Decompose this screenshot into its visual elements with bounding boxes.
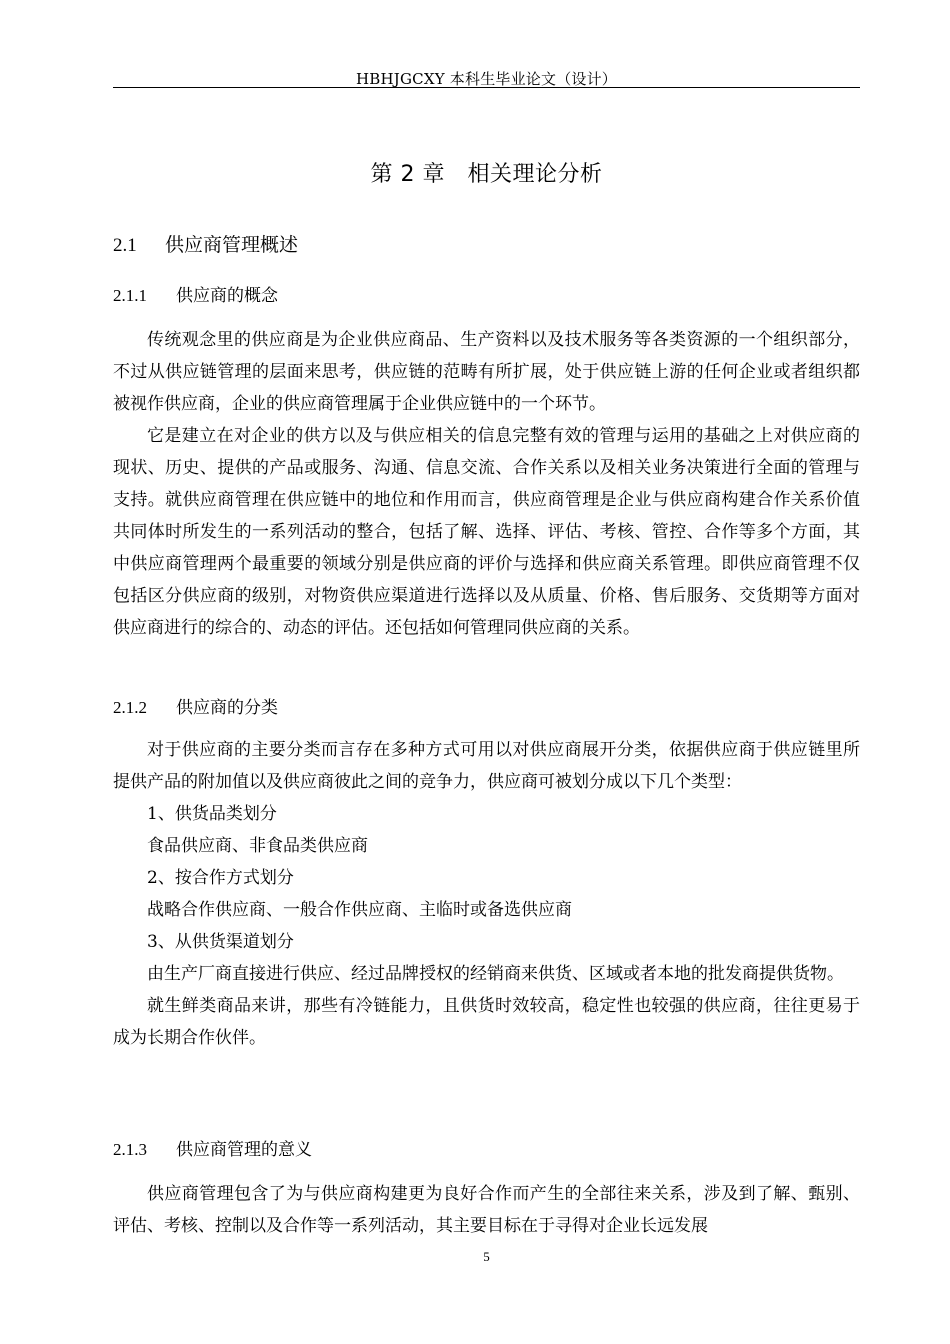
subsection-title: 供应商管理的意义: [176, 1140, 312, 1160]
subsection-title: 供应商的概念: [176, 286, 278, 306]
section-2-1-2-body: [113, 734, 860, 1054]
list-line: 1、供货品类划分: [147, 804, 277, 824]
chapter-title: 第 2 章 相关理论分析: [370, 162, 603, 187]
subsection-number: 2.1.3: [113, 1140, 147, 1159]
list-line: 食品供应商、非食品类供应商: [147, 836, 368, 856]
section-2-1-1-body: [113, 324, 860, 644]
subsection-heading-2-1-2: [113, 696, 278, 720]
list-line: 战略合作供应商、一般合作供应商、主临时或备选供应商: [147, 900, 572, 920]
subsection-heading-2-1-1: [113, 284, 278, 308]
subsection-number: 2.1.1: [113, 286, 147, 305]
header-rule: [113, 87, 860, 88]
paragraph: 它是建立在对企业的供方以及与供应相关的信息完整有效的管理与运用的基础之上对供应商的现状、历史、提供的产品或服务、沟通、信息交流、合作关系以及相关业务决策进行全面的管理与支持。就供应商管理在供应链中的地位和作用而言，供应商管理是企业与供应商构建合作关系价值共同体时所发生的一系列活动的整合，包括了解、选择、评估、考核、管控、合作等多个方面，其中供应商管理两个最重要的领域分别是供应商的评价与选择和供应商关系管理。即供应商管理不仅包括区分供应商的级别，对物资供应渠道进行选择以及从质量、价格、售后服务、交货期等方面对供应商进行的综合的、动态的评估。还包括如何管理同供应商的关系。: [113, 426, 860, 638]
section-number: 2.1: [113, 235, 137, 256]
section-2-1-3-body: [113, 1178, 860, 1242]
subsection-heading-2-1-3: [113, 1138, 312, 1162]
page-number: 5: [483, 1249, 490, 1264]
subsection-title: 供应商的分类: [176, 698, 278, 718]
section-title: 供应商管理概述: [165, 234, 299, 256]
paragraph: 供应商管理包含了为与供应商构建更为良好合作而产生的全部往来关系，涉及到了解、甄别、评估、考核、控制以及合作等一系列活动，其主要目标在于寻得对企业长远发展: [113, 1184, 860, 1236]
list-line: 2、按合作方式划分: [147, 868, 294, 888]
paragraph: 传统观念里的供应商是为企业供应商品、生产资料以及技术服务等各类资源的一个组织部分，不过从供应链管理的层面来思考，供应链的范畴有所扩展，处于供应链上游的任何企业或者组织都被视作供应商，企业的供应商管理属于企业供应链中的一个环节。: [113, 330, 860, 414]
paragraph: 就生鲜类商品来讲，那些有冷链能力，且供货时效较高，稳定性也较强的供应商，往往更易于成为长期合作伙伴。: [113, 996, 860, 1048]
running-header: HBHJGCXY 本科生毕业论文（设计）: [355, 70, 617, 88]
section-heading-2-1: [113, 232, 298, 259]
subsection-number: 2.1.2: [113, 698, 147, 717]
paragraph: 由生产厂商直接进行供应、经过品牌授权的经销商来供货、区域或者本地的批发商提供货物。: [147, 964, 844, 984]
paragraph: 对于供应商的主要分类而言存在多种方式可用以对供应商展开分类，依据供应商于供应链里所提供产品的附加值以及供应商彼此之间的竞争力，供应商可被划分成以下几个类型：: [113, 740, 860, 792]
list-line: 3、从供货渠道划分: [147, 932, 294, 952]
